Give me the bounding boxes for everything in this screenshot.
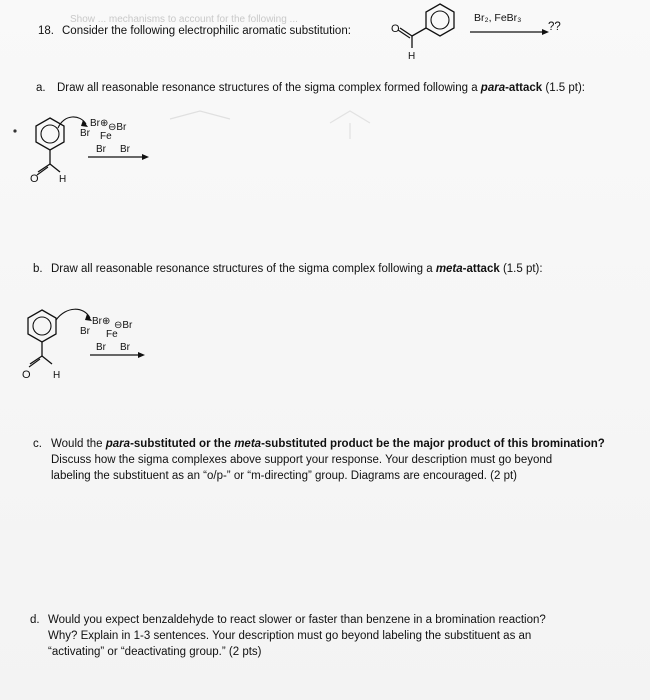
svg-text:H: H — [53, 370, 61, 381]
part-b-br-minus: ⊖Br — [114, 320, 133, 331]
svg-text:H: H — [59, 174, 67, 185]
svg-text:Br: Br — [96, 144, 106, 155]
part-a-br-minus: ⊖Br — [108, 122, 127, 133]
reaction-arrow — [470, 28, 550, 38]
part-c-letter: c. — [33, 438, 42, 450]
part-b-prompt: Draw all reasonable resonance structures of the sigma complex following a meta-attack (1.5 pt): — [51, 263, 543, 275]
part-d-line-1: Would you expect benzaldehyde to react slower or faster than benzene in a bromination reaction? — [48, 614, 546, 626]
part-d-line-3: “activating” or “deactivating group.” (2 pts) — [48, 646, 262, 658]
svg-text:Fe: Fe — [106, 329, 118, 340]
part-c-line-1: Would the para-substituted or the meta-substituted product be the major product of this bromination? — [51, 438, 605, 450]
svg-text:Br: Br — [96, 342, 106, 353]
part-c-line-3: labeling the substituent as an “o/p-” or “m-directing” group. Diagrams are encouraged. (2 pt) — [51, 470, 517, 482]
part-a-letter: a. — [36, 82, 46, 94]
part-b-br-plus: Br⊕ — [92, 316, 111, 327]
benzaldehyde-structure — [384, 2, 464, 72]
ghost-text: Show ... mechanisms to account for the following ... — [70, 14, 298, 25]
part-a-bullet — [12, 128, 18, 134]
reaction-reagents: Br₂, FeBr₃ — [474, 12, 522, 24]
question-number: 18. — [38, 25, 54, 37]
part-b-letter: b. — [33, 263, 43, 275]
svg-text:O: O — [30, 173, 39, 185]
part-d-letter: d. — [30, 614, 40, 626]
svg-text:O: O — [22, 369, 31, 381]
part-d-line-2: Why? Explain in 1-3 sentences. Your description must go beyond labeling the substituent as an — [48, 630, 532, 642]
svg-text:Br: Br — [120, 342, 130, 353]
part-a-prompt: Draw all reasonable resonance structures of the sigma complex formed following a para-attack (1.5 pt): — [57, 82, 585, 94]
svg-text:Br: Br — [120, 144, 130, 155]
scheme-atom-o: O — [391, 23, 400, 35]
svg-text:Br: Br — [80, 326, 90, 337]
part-a-br-plus: Br⊕ — [90, 118, 109, 129]
scheme-atom-h: H — [408, 51, 416, 62]
part-b-benzaldehyde-with-reagent — [20, 300, 190, 390]
svg-text:Fe: Fe — [100, 131, 112, 142]
svg-text:Br: Br — [80, 128, 90, 139]
part-c-line-2: Discuss how the sigma complexes above support your response. Your description must go beyond — [51, 454, 553, 466]
question-prompt: Consider the following electrophilic aromatic substitution: — [62, 25, 351, 37]
reaction-product: ?? — [548, 21, 561, 33]
faint-sketch — [160, 105, 380, 145]
